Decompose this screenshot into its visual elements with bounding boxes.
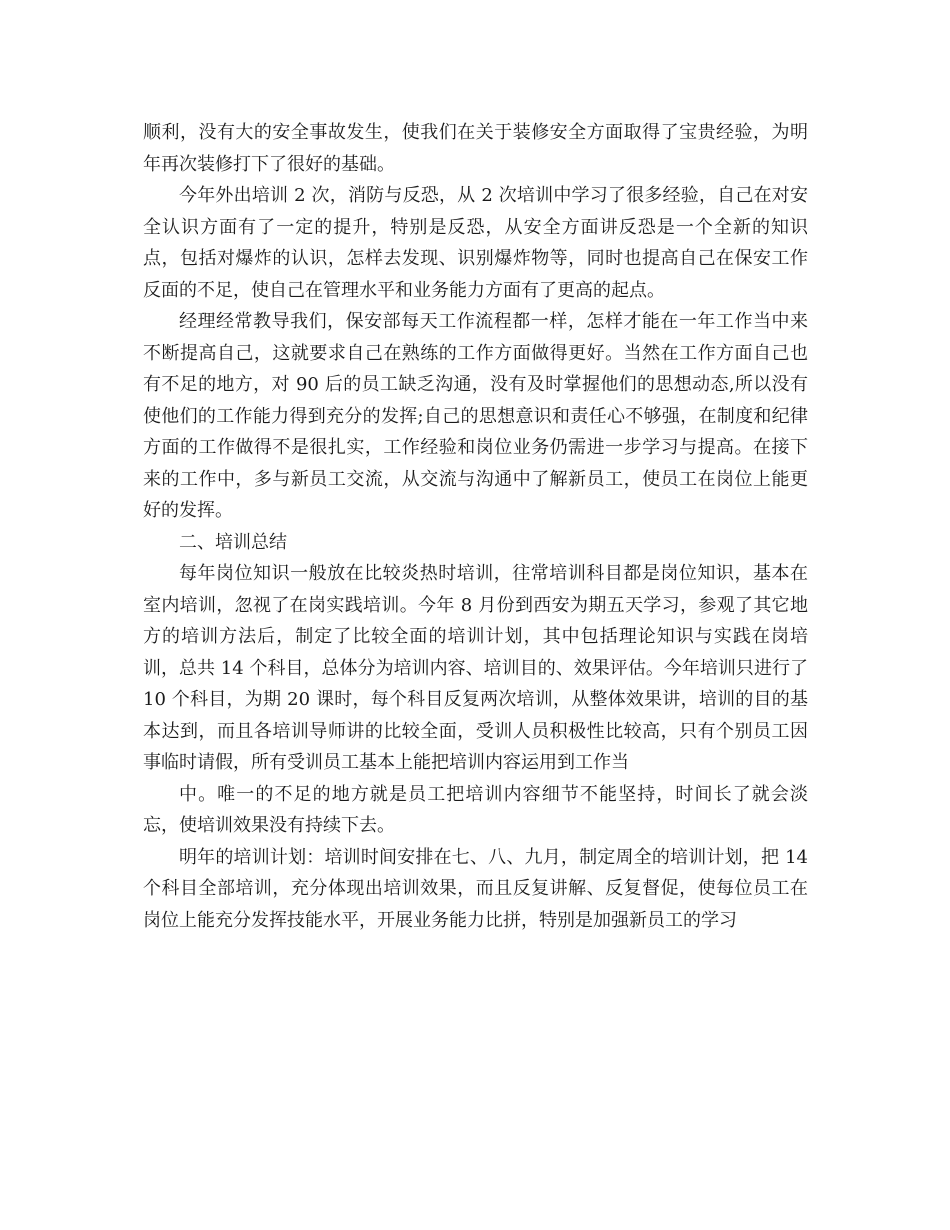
paragraph-6: 中。唯一的不足的地方就是员工把培训内容细节不能坚持，时间长了就会淡忘，使培训效果没有持续下去。	[143, 783, 808, 836]
paragraph-7: 明年的培训计划：培训时间安排在七、八、九月，制定周全的培训计划，把 14 个科目全部培训，充分体现出培训效果，而且反复讲解、反复督促，使每位员工在岗位上能充分发挥技能水平，开展业务能力比拼，特别是加强新员工的学习	[143, 846, 808, 931]
document-body	[143, 117, 808, 936]
paragraph-2: 今年外出培训 2 次，消防与反恐，从 2 次培训中学习了很多经验，自己在对安全认识方面有了一定的提升，特别是反恐，从安全方面讲反恐是一个全新的知识点，包括对爆炸的认识，怎样去发现、识别爆炸物等，同时也提高自己在保安工作反面的不足，使自己在管理水平和业务能力方面有了更高的起点。	[143, 185, 808, 301]
paragraph-1: 顺利，没有大的安全事故发生，使我们在关于装修安全方面取得了宝贵经验，为明年再次装修打下了很好的基础。	[143, 122, 808, 175]
paragraph-3: 经理经常教导我们，保安部每天工作流程都一样，怎样才能在一年工作当中来不断提高自己，这就要求自己在熟练的工作方面做得更好。当然在工作方面自己也有不足的地方，对 90 后的员工缺乏沟通，没有及时掌握他们的思想动态,所以没有使他们的工作能力得到充分的发挥;自己的思想意识和责任心不够强，在制度和纪律方面的工作做得不是很扎实，工作经验和岗位业务仍需进一步学习与提高。在接下来的工作中，多与新员工交流，从交流与沟通中了解新员工，使员工在岗位上能更好的发挥。	[143, 311, 808, 521]
section-heading-training-summary: 二、培训总结	[179, 531, 287, 553]
paragraph-5: 每年岗位知识一般放在比较炎热时培训，往常培训科目都是岗位知识，基本在室内培训，忽视了在岗实践培训。今年 8 月份到西安为期五天学习，参观了其它地方的培训方法后，制定了比较全面的培训计划，其中包括理论知识与实践在岗培训，总共 14 个科目，总体分为培训内容、培训目的、效果评估。今年培训只进行了 10 个科目，为期 20 课时，每个科目反复两次培训，从整体效果讲，培训的目的基本达到，而且各培训导师讲的比较全面，受训人员积极性比较高，只有个别员工因事临时请假，所有受训员工基本上能把培训内容运用到工作当	[143, 563, 808, 773]
